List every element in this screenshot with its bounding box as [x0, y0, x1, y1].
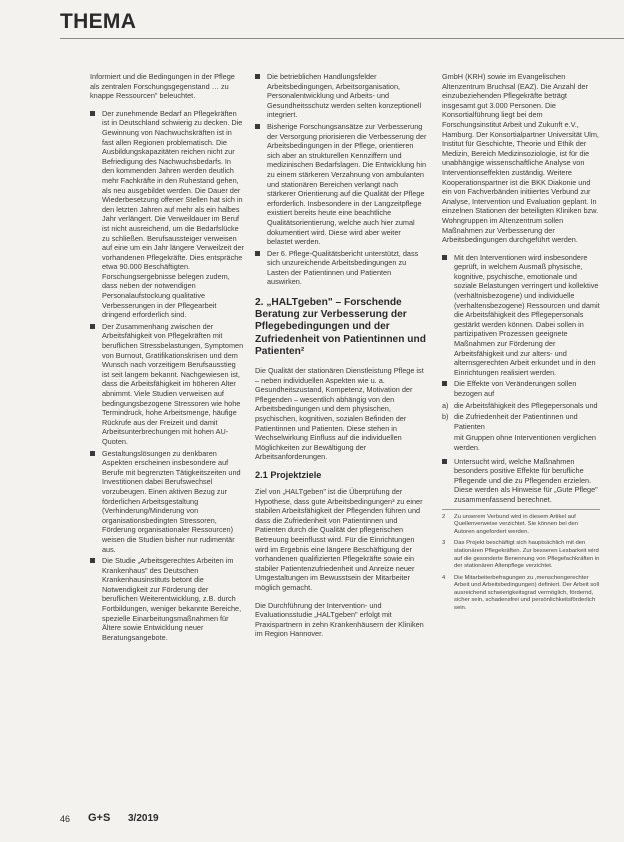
- footnotes: [442, 509, 600, 613]
- page-header: [60, 8, 624, 39]
- footnote-number: 4: [442, 574, 446, 581]
- column-2: [255, 72, 427, 647]
- list-item-text: Der zunehmende Bedarf an Pflegekräften ist in Deutschland schwierig zu decken. Die Gewinnung von Nachwuchskräften ist in fast allen Regionen problematisch. Die Ausbildungskapazitäten reichen nicht zur Befriedigung des Nachwuchsbedarfs. In den kommenden Jahren werden deutlich mehr Fachkräfte in den Ruhestand gehen, als neu ausgebildet werden. Die Dauer der Wiederbesetzung offener Stellen hat sich in den letzten Jahren auf mehr als ein halbes Jahr verlängert. Die Verweildauer im Beruf ist nicht ausreichend, um die Bedarfslücke zu schließen. Berufsaussteiger verweisen auf eine um ein Jahr längere Verweilzeit der vorhandenen Pflegekräfte. Dies entspräche etwa 90.000 Beschäftigten. Forschungsergebnisse belegen zudem, dass neben der notwendigen Personalaufstockung qualitative Verbesserungen in der Pflegearbeit dringend erforderlich sind.: [102, 108, 244, 320]
- list-item: [90, 449, 245, 555]
- intro-paragraph: Informiert und die Bedingungen in der Pflege als zentralen Forschungsgegenstand … zu knappe Ressourcen" beleuchtet.: [90, 72, 235, 101]
- sub-list-label: a): [442, 400, 449, 410]
- sub-list-text: die Arbeitsfähigkeit des Pflegepersonals und: [454, 400, 598, 410]
- column-1: [90, 72, 245, 644]
- list-item-text: Gestaltungslösungen zu denkbaren Aspekten erscheinen insbesondere auf Berufe mit begrenzten Tätigkeitszeiten und Investitionen dabei Berufswechsel vorzubeugen. Einen aktiven Bezug zur förderlichen Arbeitsgestaltung (Verhinderung/Minderung von organisationsbedingten Stressoren, Förderung organisationaler Ressourcen) weisen die Studien bisher nur rudimentär aus.: [102, 448, 241, 554]
- footnote-text: Das Projekt beschäftigt sich hauptsächlich mit den stationären Pflegekräften. Zur besseren Lesbarkeit wird auf die gesonderte Benennung von Pflegefachkräften in der stationären Altenpflege verzichtet.: [454, 540, 600, 570]
- list-item-text: Der Zusammenhang zwischen der Arbeitsfähigkeit von Pflegekräften mit beruflichen Stressbelastungen, Symptomen von Burnout, Gratifikationskrisen und dem Wunsch nach vorzeitigem Berufsausstieg ist seit langem bekannt. Nachgewiesen ist, dass die Arbeitsfähigkeit im höheren Alter abnimmt. Viele Studien verweisen auf bedingungsbezogene Stressoren wie hohe Termindruck, hohe Arbeitsmenge, häufige Rückrufe aus der Freizeit und damit Arbeitsunterbrechungen mit hohen AU-Quoten.: [102, 321, 244, 446]
- footnote-number: 3: [442, 540, 446, 547]
- bullet-square-icon: [442, 381, 447, 386]
- list-item-text: Der 6. Pflege-Qualitätsbericht unterstützt, dass sich unzureichende Arbeitsbedingungen zu Lasten der Patientinnen und Patienten auswirken.: [267, 248, 419, 287]
- column-3: [442, 72, 600, 617]
- list-item: [442, 457, 600, 505]
- list-item: [255, 122, 427, 247]
- footnote: [442, 540, 600, 570]
- sub-list-item: [442, 401, 600, 411]
- sub-list-label: b): [442, 412, 449, 422]
- bullet-square-icon: [90, 324, 95, 329]
- page-footer: [60, 812, 260, 830]
- bullet-square-icon: [255, 251, 260, 256]
- list-item: [442, 253, 600, 378]
- footnote-number: 2: [442, 513, 446, 520]
- list-item: [90, 322, 245, 447]
- footnote-text: Die Mitarbeiterbefragungen zu ,menschengerechter Arbeit und Arbeitsbedingungen) definiert. Der Arbeit soll ausreichend schwierigkeitsgrad vermöglich, fördernd, sicher sein, schadensfrei und persönlichkeitsförderlich sein.: [454, 574, 600, 612]
- section-heading: 2. „HALTgeben" – Forschende Beratung zur Verbesserung der Pflegebedingungen und der Zufriedenheit von Patientinnen und Patienten²: [255, 297, 426, 357]
- body-paragraph: Die Qualität der stationären Dienstleistung Pflege ist – neben individuellen Aspekten wie u. a. Gesundheitszustand, Kompetenz, Motivation der Pflegenden – wesentlich abhängig von den Arbeitsbedingungen und dem physischen, psychischen, kognitiven, sozialen Befinden der Patientinnen und Patienten. Diese stehen in Wechselwirkung Einfluss auf die individuellen Möglichkeiten zur Bewältigung der Arbeitsanforderungen.: [255, 366, 424, 462]
- list-item: [90, 109, 245, 320]
- bullet-square-icon: [442, 459, 447, 464]
- list-item: [442, 379, 600, 398]
- list-item-text: Untersucht wird, welche Maßnahmen besonders positive Effekte für berufliche Pflegende und die zu Pflegenden erzielen. Diese werden als Hinweise für „Gute Pflege" zusammenfassend berechnet.: [454, 456, 598, 504]
- section-title: THEMA: [60, 10, 137, 33]
- list-item: [90, 556, 245, 642]
- list-item-text: Die betrieblichen Handlungsfelder Arbeitsbedingungen, Arbeitsorganisation, Personalentwicklung und Arbeits- und Gesundheitsschutz werden selten konzeptionell integriert.: [267, 72, 422, 120]
- footnote: [442, 575, 600, 613]
- body-paragraph: Die Durchführung der Intervention- und Evaluationsstudie „HALTgeben" erfolgt mit Praxispartnern in zehn Krankenhäusern der Kliniken im Region Hannover.: [255, 600, 424, 639]
- bullet-square-icon: [442, 255, 447, 260]
- list-item: [255, 249, 427, 287]
- bullet-square-icon: [90, 451, 95, 456]
- list-item-text: Mit den Interventionen wird insbesondere geprüft, in welchem Ausmaß physische, kognitive, psychische, emotionale und soziale Belastungen verringert und kollektive (verhältnisbezogene) und individuelle (verhaltensbezogene) Ressourcen und damit die Arbeitsfähigkeit des Pflegepersonals gestärkt werden können. Dabei sollen in partizipativen Prozessen geeignete Maßnahmen zur Förderung der Arbeitsfähigkeit und zur alters- und alternsgerechten Arbeit erkundet und in den Einrichtungen realisiert werden.: [454, 252, 600, 377]
- intro-paragraph: GmbH (KRH) sowie im Evangelischen Altenzentrum Bruchsal (EAZ). Die Anzahl der einzubeziehenden Pflegekräfte beträgt insgesamt gut 3.000 Personen. Die Konsortialführung liegt bei dem Forschungsinstitut Arbeit und Zukunft e.V., Hamburg. Der Konsortialpartner Universität Ulm, Institut für Geschichte, Theorie und Ethik der Medizin, Bereich Medizinsoziologie, ist für die unabhängige wissenschaftliche Analyse von Interventionseffekten zuständig. Weitere Kooperationspartner ist die BKK Diakonie und ein von Fachverbänden initiiertes Verbund zur Analyse, Intervention und Evaluation geplant. In einzelnen Stationen der beteiligten Kliniken bzw. Wohngruppen im Altenzentrum sollen Maßnahmen zur Verbesserung der Arbeitsbedingungen durchgeführt werden.: [442, 72, 599, 245]
- footnote-text: Zu unserem Verbund wird in diesem Artikel auf Quellenverweise verzichtet. Sie können bei den Autoren angefordert werden.: [454, 513, 579, 535]
- bullet-square-icon: [90, 111, 95, 116]
- bullet-square-icon: [255, 124, 260, 129]
- list-item-text: Die Effekte von Veränderungen sollen bezogen auf: [454, 379, 577, 398]
- sub-list-item: [442, 412, 600, 431]
- bullet-square-icon: [90, 558, 95, 563]
- bullet-square-icon: [255, 74, 260, 79]
- page-number: 46: [60, 814, 71, 824]
- issue-number: 3/2019: [128, 813, 159, 824]
- body-paragraph: Ziel von „HALTgeben" ist die Überprüfung der Hypothese, dass gute Arbeitsbedingungen³ zu einer stabilen Arbeitsfähigkeit der Pflegenden führen und dass die Zufriedenheit von Patientinnen und Patienten durch die Qualität der pflegerischen Betreuung beeinflusst wird. Für die Einrichtungen wird im Ergebnis eine längere Beschäftigung der vorhandenen qualifizierten Pflegekräfte sowie ein stabiler Patientenzufriedenheit und Anreize neuer Umgestaltungen im Bewusstsein der Mitarbeiter möglich gemacht.: [255, 487, 423, 592]
- list-item-text: Bisherige Forschungsansätze zur Verbesserung der Versorgung priorisieren die Verbesserung der Arbeitsbedingungen in der Pflege, orientieren sich aber an strukturellen Kennziffern und medizinischen Bedarfslagen. Die Entwicklung hin zu einem stärkeren Verzahnung von ambulanten und stationären Bereichen verlangt nach stärkerer Orientierung auf die Qualität der Pflege erforderlich. Insbesondere in der Langzeitpflege existiert bereits heute eine beachtliche Qualitätsorientierung, welche auch hier zumal dokumentiert wird. Diese wird aber weiter belastet werden.: [267, 121, 427, 247]
- sub-list-text: die Zufriedenheit der Patientinnen und Patienten: [454, 412, 578, 431]
- subsection-heading: 2.1 Projektziele: [255, 470, 322, 481]
- footnote: [442, 514, 600, 537]
- journal-brand: G+S: [88, 812, 111, 824]
- list-item: [255, 72, 427, 120]
- list-item-text: Die Studie „Arbeitsgerechtes Arbeiten im Krankenhaus" des Deutschen Krankenhausinstituts betont die Notwendigkeit zur Förderung der beruflichen Weiterentwicklung, z.B. durch Fortbildungen, weniger bekannte Bereiche, spezielle Einarbeitungsmaßnahmen für Ältere sowie Entwicklung neuer Beratungsangebote.: [102, 556, 242, 642]
- list-continuation: mit Gruppen ohne Interventionen verglichen werden.: [454, 433, 596, 452]
